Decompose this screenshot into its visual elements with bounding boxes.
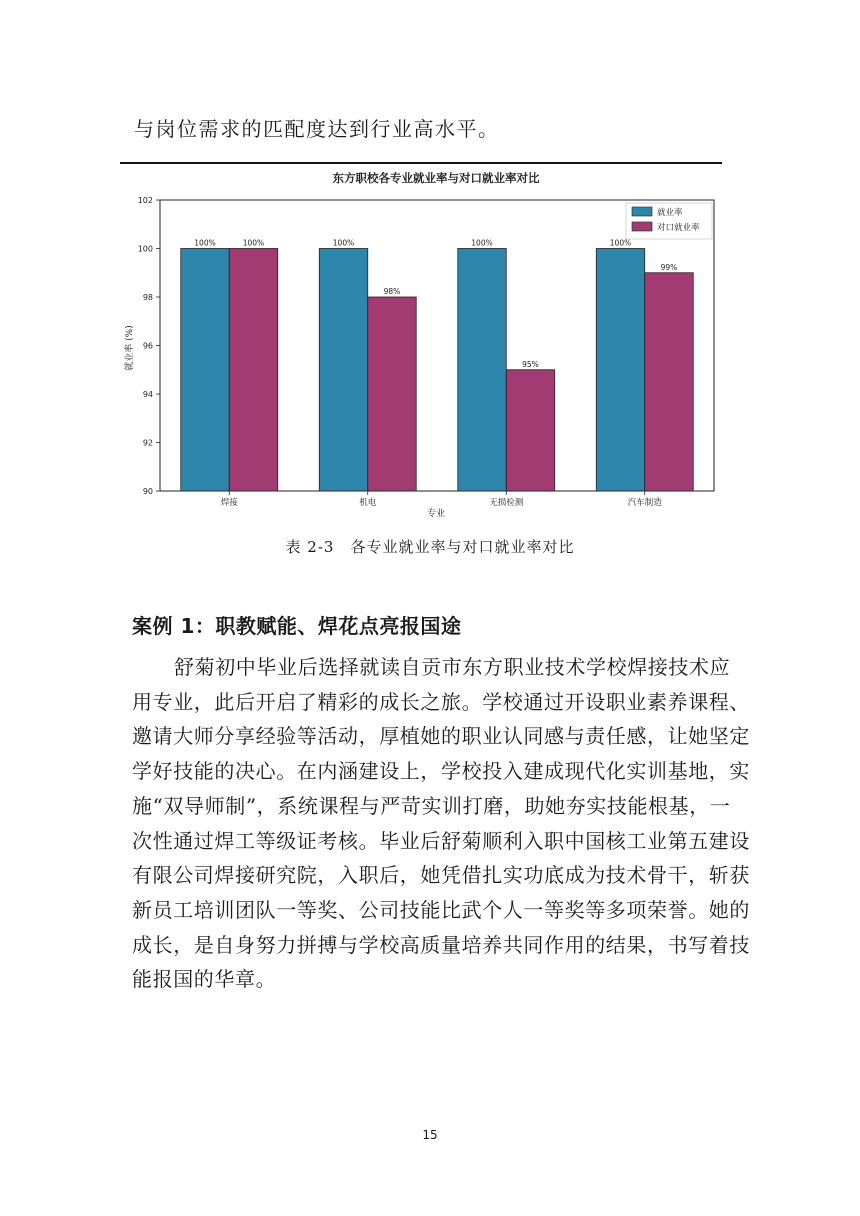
bar-value-label: 100% [194,238,216,248]
legend-swatch-employment [632,207,652,216]
bar-employment-rate [181,249,229,492]
body-line: 用专业，此后开启了精彩的成长之旅。学校通过开设职业素养课程、 [132,689,750,714]
body-line: 邀请大师分享经验等活动，厚植她的职业认同感与责任感，让她坚定 [132,724,750,749]
body-line: 成长，是自身努力拼搏与学校高质量培养共同作用的结果，书写着技 [132,932,750,957]
y-tick-label: 100 [137,244,153,254]
y-tick-label: 98 [142,293,153,302]
bar-value-label: 99% [660,262,678,272]
y-tick-label: 102 [137,196,153,205]
bar-value-label: 98% [383,287,401,296]
case-title: 案例 1：职教赋能、焊花点亮报国途 [132,614,462,638]
y-tick-label: 94 [142,390,153,399]
employment-rate-chart [120,162,722,524]
body-line: 有限公司焊接研究院，入职后，她凭借扎实功底成为技术骨干，斩获 [132,863,750,888]
legend-label-matched: 对口就业率 [657,223,700,233]
page-number: 15 [422,1128,438,1142]
body-line: 学好技能的决心。在内涵建设上，学校投入建成现代化实训基地，实 [132,759,750,784]
case-body [132,650,750,997]
chart-svg [120,162,722,524]
y-axis-label: 就业率 (%) [125,325,135,371]
bar-value-label: 100% [242,238,265,248]
bar-value-label: 100% [332,238,355,248]
bar-value-label: 100% [471,238,493,248]
bar-matched-rate [645,273,693,491]
legend-label-employment: 就业率 [657,208,683,218]
body-line: 施“双导师制”，系统课程与严苛实训打磨，助她夯实技能根基，一 [132,793,731,818]
bar-value-label: 100% [609,238,632,248]
bar-matched-rate [229,249,277,492]
legend [626,203,712,239]
bar-employment-rate [596,249,644,492]
bar-matched-rate [506,370,554,491]
bars [181,249,693,492]
y-tick-label: 96 [142,341,153,351]
body-line: 新员工培训团队一等奖、公司技能比武个人一等奖等多项荣誉。她的 [132,897,750,922]
y-tick-label: 92 [142,438,153,448]
bar-matched-rate [368,297,416,491]
bar-employment-rate [319,249,367,492]
x-axis [221,491,663,508]
y-tick-label: 90 [142,487,153,496]
x-tick-label: 无损检测 [489,498,524,508]
body-line: 能报国的华章。 [132,967,277,992]
x-tick-label: 焊接 [220,498,238,508]
bar-employment-rate [458,249,506,492]
y-axis [138,196,160,496]
body-line: 次性通过焊工等级证考核。毕业后舒菊顺利入职中国核工业第五建设 [132,828,750,853]
body-line: 舒菊初中毕业后选择就读自贡市东方职业技术学校焊接技术应 [174,655,731,679]
intro-line: 与岗位需求的匹配度达到行业高水平。 [134,117,500,141]
figure-caption: 表 2-3 各专业就业率与对口就业率对比 [285,538,575,556]
x-tick-label: 机电 [359,498,377,508]
bar-value-label: 95% [522,359,539,369]
x-axis-label: 专业 [426,509,446,519]
chart-title: 东方职校各专业就业率与对口就业率对比 [332,171,540,185]
x-tick-label: 汽车制造 [627,498,662,508]
legend-swatch-matched [632,222,652,231]
